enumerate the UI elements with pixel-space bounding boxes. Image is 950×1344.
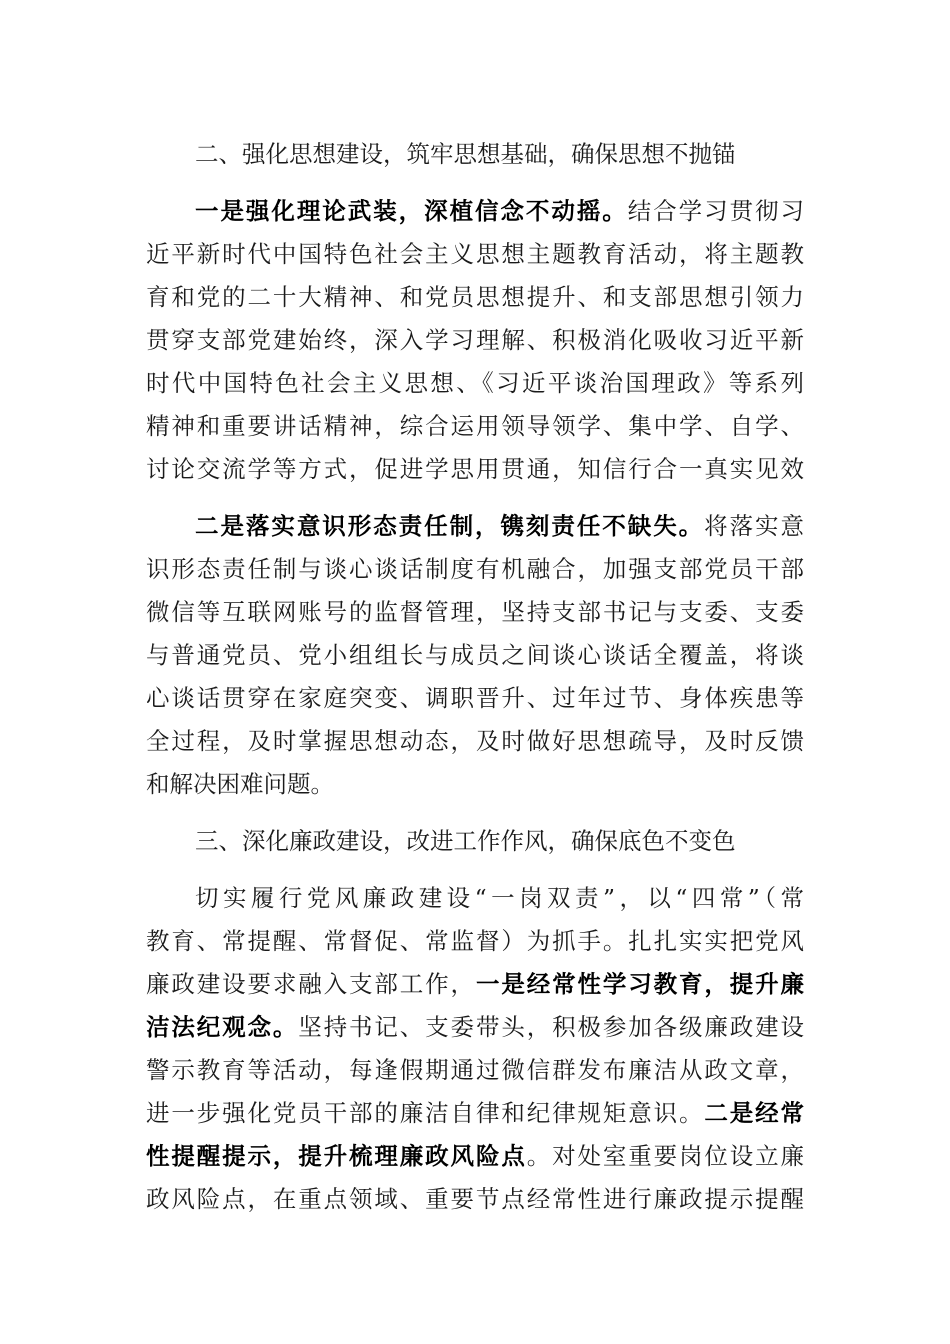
text-line [146, 820, 804, 863]
text-line [146, 362, 804, 405]
body-text: 将落实意 [704, 512, 805, 540]
paragraph [146, 505, 804, 806]
bold-lead-text: 一是强化理论武装，深植信念不动摇。 [195, 197, 628, 225]
bold-lead-text: 一是经常性学习教育，提升廉 [475, 970, 805, 998]
text-line [146, 1092, 804, 1135]
text-line [146, 448, 804, 491]
body-text: 进一步强化党员干部的廉洁自律和纪律规矩意识。 [146, 1099, 705, 1127]
paragraph [146, 877, 804, 1221]
body-text: 政风险点，在重点领域、重要节点经常性进行廉政提示提醒 [146, 1185, 804, 1213]
bold-lead-text: 洁法纪观念。 [146, 1013, 299, 1041]
document-page [146, 133, 804, 1221]
body-text: 坚持书记、支委带头，积极参加各级廉政建设 [298, 1013, 805, 1041]
body-text: 。对处室重要岗位设立廉 [526, 1142, 805, 1170]
bold-lead-text: 二是落实意识形态责任制，镌刻责任不缺失。 [195, 512, 705, 540]
body-text: 精神和重要讲话精神，综合运用领导领学、集中学、自学、 [146, 412, 804, 440]
text-line [146, 1006, 804, 1049]
text-line [146, 133, 804, 176]
body-text: 切实履行党风廉政建设“一岗双责”，以“四常”（常 [195, 884, 804, 912]
body-text: 二、强化思想建设，筑牢思想基础，确保思想不抛锚 [195, 140, 736, 168]
text-line [146, 720, 804, 763]
body-text: 和解决困难问题。 [146, 770, 334, 798]
text-line [146, 1178, 804, 1221]
body-text: 结合学习贯彻习 [627, 197, 805, 225]
body-text: 三、深化廉政建设，改进工作作风，确保底色不变色 [195, 827, 736, 855]
text-line [146, 1135, 804, 1178]
text-line [146, 963, 804, 1006]
text-line [146, 505, 804, 548]
body-text: 与普通党员、党小组组长与成员之间谈心谈话全覆盖，将谈 [146, 641, 804, 669]
body-text: 时代中国特色社会主义思想、《习近平谈治国理政》等系列 [146, 369, 804, 397]
text-line [146, 634, 804, 677]
text-line [146, 190, 804, 233]
body-text: 贯穿支部党建始终，深入学习理解、积极消化吸收习近平新 [146, 326, 804, 354]
bold-lead-text: 二是经常 [704, 1099, 804, 1127]
body-text: 育和党的二十大精神、和党员思想提升、和支部思想引领力 [146, 283, 804, 311]
body-text: 教育、常提醒、常督促、常监督）为抓手。扎扎实实把党风 [146, 927, 804, 955]
body-text: 讨论交流学等方式，促进学思用贯通，知信行合一真实见效 [146, 455, 804, 483]
text-line [146, 405, 804, 448]
text-line [146, 548, 804, 591]
body-text: 全过程，及时掌握思想动态，及时做好思想疏导，及时反馈 [146, 727, 804, 755]
paragraph [146, 190, 804, 491]
body-text: 识形态责任制与谈心谈话制度有机融合，加强支部党员干部 [146, 555, 804, 583]
text-line [146, 319, 804, 362]
body-text: 警示教育等活动，每逢假期通过微信群发布廉洁从政文章， [146, 1056, 804, 1084]
text-line [146, 276, 804, 319]
text-line [146, 763, 804, 806]
text-line [146, 677, 804, 720]
section-heading [146, 133, 804, 176]
text-line [146, 877, 804, 920]
body-text: 廉政建设要求融入支部工作， [146, 970, 476, 998]
text-line [146, 1049, 804, 1092]
body-text: 心谈话贯穿在家庭突变、调职晋升、过年过节、身体疾患等 [146, 684, 804, 712]
text-line [146, 233, 804, 276]
bold-lead-text: 性提醒提示，提升梳理廉政风险点 [146, 1142, 527, 1170]
section-heading [146, 820, 804, 863]
body-text: 近平新时代中国特色社会主义思想主题教育活动，将主题教 [146, 240, 804, 268]
body-text: 微信等互联网账号的监督管理，坚持支部书记与支委、支委 [146, 598, 804, 626]
text-line [146, 591, 804, 634]
text-line [146, 920, 804, 963]
